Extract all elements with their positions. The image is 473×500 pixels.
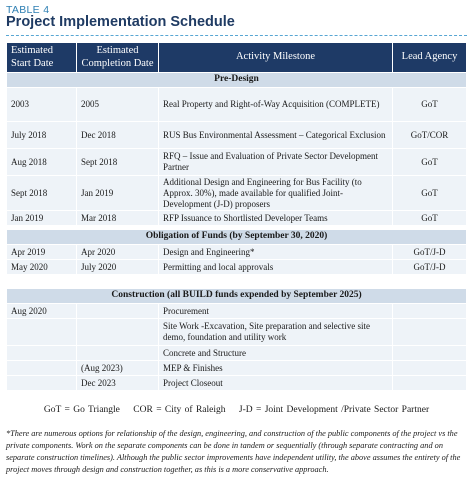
completion-date-cell: Sept 2018 — [77, 149, 159, 176]
lead-agency-cell — [393, 361, 467, 376]
start-date-cell: May 2020 — [7, 260, 77, 275]
activity-cell: Project Closeout — [159, 376, 393, 391]
completion-date-cell: 2005 — [77, 88, 159, 122]
table-row — [7, 260, 467, 275]
activity-cell: Real Property and Right-of-Way Acquisition (COMPLETE) — [159, 88, 393, 122]
activity-cell: RUS Bus Environmental Assessment – Categorical Exclusion — [159, 122, 393, 149]
title-divider — [6, 35, 467, 36]
activity-cell: Concrete and Structure — [159, 346, 393, 361]
header-activity-milestone: Activity Milestone — [159, 43, 393, 73]
completion-date-cell — [77, 319, 159, 346]
table-row — [7, 245, 467, 260]
completion-date-cell — [77, 304, 159, 319]
table-row — [7, 346, 467, 361]
section-header-row — [7, 73, 467, 88]
completion-date-cell: Jan 2019 — [77, 176, 159, 211]
completion-date-cell: (Aug 2023) — [77, 361, 159, 376]
lead-agency-cell: GoT/COR — [393, 122, 467, 149]
lead-agency-cell: GoT — [393, 88, 467, 122]
table-row — [7, 361, 467, 376]
start-date-cell: July 2018 — [7, 122, 77, 149]
lead-agency-cell — [393, 376, 467, 391]
lead-agency-cell: GoT/J-D — [393, 260, 467, 275]
table-row — [7, 304, 467, 319]
lead-agency-cell — [393, 346, 467, 361]
start-date-cell — [7, 361, 77, 376]
activity-cell: Procurement — [159, 304, 393, 319]
legend-cor: COR = City of Raleigh — [133, 405, 226, 415]
start-date-cell: Aug 2018 — [7, 149, 77, 176]
start-date-cell: Aug 2020 — [7, 304, 77, 319]
schedule-table-pre-design — [6, 42, 467, 226]
lead-agency-cell: GoT — [393, 149, 467, 176]
completion-date-cell: Dec 2023 — [77, 376, 159, 391]
header-start-date: Estimated Start Date — [7, 43, 77, 73]
table-row — [7, 122, 467, 149]
completion-date-cell: Dec 2018 — [77, 122, 159, 149]
activity-cell: Permitting and local approvals — [159, 260, 393, 275]
lead-agency-cell: GoT/J-D — [393, 245, 467, 260]
activity-cell: Site Work -Excavation, Site preparation and selective site demo, foundation and utility work — [159, 319, 393, 346]
activity-cell: RFP Issuance to Shortlisted Developer Teams — [159, 211, 393, 226]
legend-jd: J-D = Joint Development /Private Sector Partner — [238, 405, 430, 415]
activity-cell: Additional Design and Engineering for Bus Facility (to Approx. 30%), made available for qualified Joint-Development (J-D) proposers — [159, 176, 393, 211]
section-title: Obligation of Funds (by September 30, 2020) — [7, 230, 467, 245]
table-row — [7, 319, 467, 346]
legend-got: GoT = Go Triangle — [43, 405, 120, 415]
table-row — [7, 376, 467, 391]
section-header-row — [7, 230, 467, 245]
lead-agency-cell — [393, 304, 467, 319]
activity-cell: RFQ – Issue and Evaluation of Private Sector Development Partner — [159, 149, 393, 176]
table-number-label: TABLE 4 — [6, 4, 50, 16]
table-header-row — [7, 43, 467, 73]
section-header-row — [7, 289, 467, 304]
table-row — [7, 88, 467, 122]
lead-agency-cell — [393, 319, 467, 346]
start-date-cell: Sept 2018 — [7, 176, 77, 211]
start-date-cell — [7, 319, 77, 346]
schedule-table-construction — [6, 288, 467, 391]
activity-cell: Design and Engineering* — [159, 245, 393, 260]
start-date-cell — [7, 346, 77, 361]
lead-agency-cell: GoT — [393, 176, 467, 211]
completion-date-cell: Mar 2018 — [77, 211, 159, 226]
lead-agency-cell: GoT — [393, 211, 467, 226]
schedule-table-obligation — [6, 229, 467, 275]
table-row — [7, 149, 467, 176]
footnote: *There are numerous options for relationship of the design, engineering, and construction of the public components of the project vs the private components. Work on the separate components can be done in tandem or sequentially (through separate contracting and on separate construction timelines). Although the public sector improvements have independent utility, the above assumes the entirety of the project moves through design and construction together, as this is a more conservative approach. — [6, 429, 461, 475]
start-date-cell: Jan 2019 — [7, 211, 77, 226]
section-title: Construction (all BUILD funds expended by September 2025) — [7, 289, 467, 304]
page-title: Project Implementation Schedule — [6, 14, 235, 30]
header-lead-agency: Lead Agency — [393, 43, 467, 73]
start-date-cell: 2003 — [7, 88, 77, 122]
table-row — [7, 176, 467, 211]
completion-date-cell — [77, 346, 159, 361]
completion-date-cell: July 2020 — [77, 260, 159, 275]
activity-cell: MEP & Finishes — [159, 361, 393, 376]
abbreviation-legend — [0, 405, 473, 415]
header-completion-date: Estimated Completion Date — [77, 43, 159, 73]
section-title: Pre-Design — [7, 73, 467, 88]
completion-date-cell: Apr 2020 — [77, 245, 159, 260]
table-row — [7, 211, 467, 226]
start-date-cell: Apr 2019 — [7, 245, 77, 260]
start-date-cell — [7, 376, 77, 391]
